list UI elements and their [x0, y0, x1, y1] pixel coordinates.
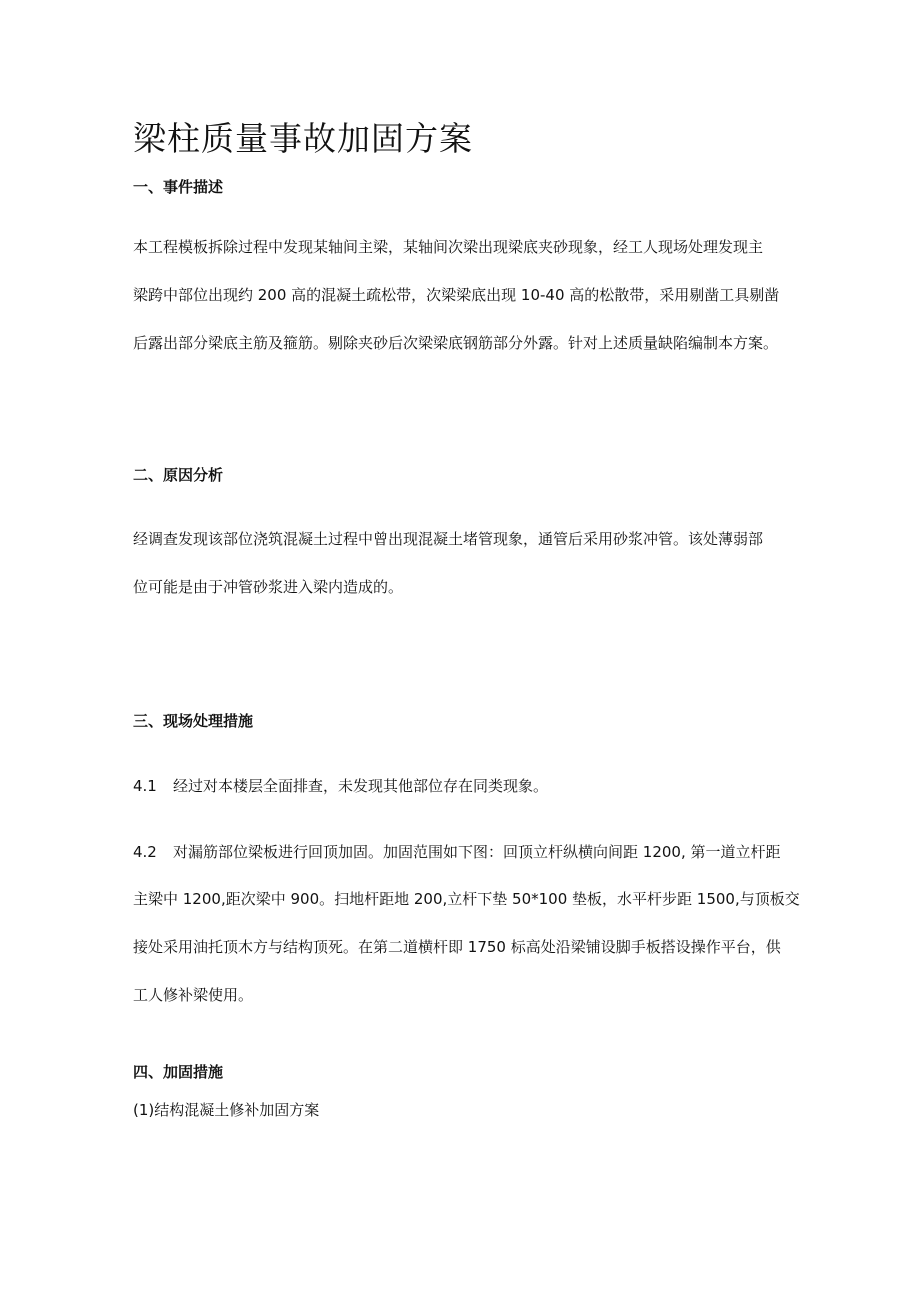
paragraph-line: 本工程模板拆除过程中发现某轴间主梁，某轴间次梁出现梁底夹砂现象，经工人现场处理发现主	[133, 238, 764, 256]
paragraph-line: 梁跨中部位出现约 200 高的混凝土疏松带，次梁梁底出现 10-40 高的松散带，采用剔凿工具剔凿	[133, 286, 780, 304]
section-heading-event-description: 一、事件描述	[133, 178, 224, 196]
paragraph-line: 后露出部分梁底主筋及箍筋。剔除夹砂后次梁梁底钢筋部分外露。针对上述质量缺陷编制本方案。	[133, 334, 779, 352]
paragraph-line: 经调查发现该部位浇筑混凝土过程中曾出现混凝土堵管现象，通管后采用砂浆冲管。该处薄弱部	[133, 530, 764, 548]
section-heading-cause-analysis: 二、原因分析	[133, 466, 224, 484]
list-item	[133, 841, 780, 862]
list-item-text: 经过对本楼层全面排查，未发现其他部位存在同类现象。	[173, 777, 549, 795]
paragraph-line: 工人修补梁使用。	[133, 986, 254, 1004]
list-item	[133, 775, 548, 796]
list-item-number: 4.1	[133, 777, 157, 795]
paragraph-line: 位可能是由于冲管砂浆进入梁内造成的。	[133, 578, 404, 596]
section-heading-reinforcement-measures: 四、加固措施	[133, 1063, 224, 1081]
section-heading-onsite-measures: 三、现场处理措施	[133, 712, 254, 730]
paragraph-line: 接处采用油托顶木方与结构顶死。在第二道横杆即 1750 标高处沿梁铺设脚手板搭设操作平台，供	[133, 938, 781, 956]
paragraph-line: 主梁中 1200,距次梁中 900。扫地杆距地 200,立杆下垫 50*100 垫板，水平杆步距 1500,与顶板交	[133, 890, 800, 908]
document-title: 梁柱质量事故加固方案	[133, 119, 473, 158]
list-item-number: 4.2	[133, 843, 157, 861]
sub-item: (1)结构混凝土修补加固方案	[133, 1101, 320, 1119]
list-item-text: 对漏筋部位梁板进行回顶加固。加固范围如下图：回顶立杆纵横向间距 1200, 第一道立杆距	[173, 843, 781, 861]
